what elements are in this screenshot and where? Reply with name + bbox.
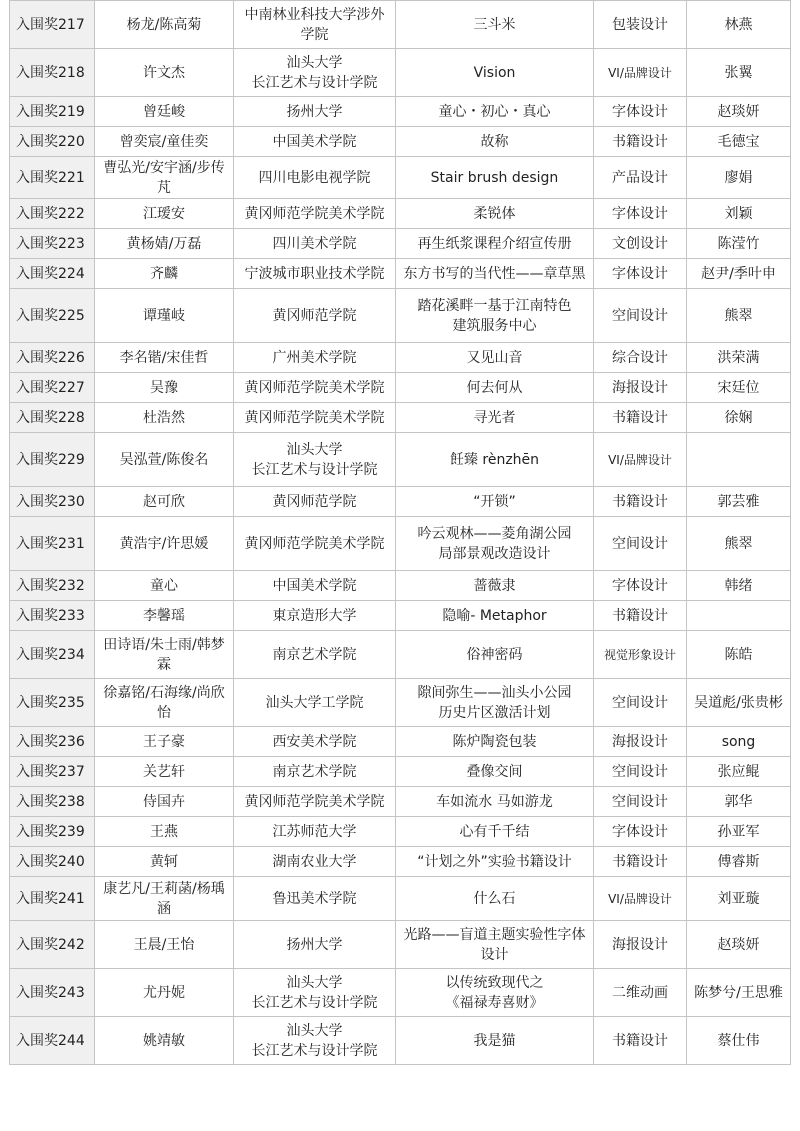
category-cell: 文创设计 xyxy=(594,229,687,259)
school-cell: 扬州大学 xyxy=(234,921,396,969)
school-cell: 黄冈师范学院 xyxy=(234,487,396,517)
school-cell: 黄冈师范学院美术学院 xyxy=(234,403,396,433)
school-cell: 汕头大学 长江艺术与设计学院 xyxy=(234,969,396,1017)
category-cell: 书籍设计 xyxy=(594,403,687,433)
work-title-cell: “计划之外”实验书籍设计 xyxy=(396,847,594,877)
authors-cell: 徐嘉铭/石海缘/尚欣 怡 xyxy=(95,679,234,727)
school-cell: 宁波城市职业技术学院 xyxy=(234,259,396,289)
category-cell: 二维动画 xyxy=(594,969,687,1017)
school-cell: 東京造形大学 xyxy=(234,601,396,631)
authors-cell: 吴泓萱/陈俊名 xyxy=(95,433,234,487)
advisor-cell: 林燕 xyxy=(687,1,791,49)
category-cell: 视觉形象设计 xyxy=(594,631,687,679)
authors-cell: 谭瑾岐 xyxy=(95,289,234,343)
category-cell: VI/品牌设计 xyxy=(594,433,687,487)
work-title-cell: 再生纸浆课程介绍宣传册 xyxy=(396,229,594,259)
school-cell: 汕头大学 长江艺术与设计学院 xyxy=(234,433,396,487)
advisor-cell xyxy=(687,433,791,487)
table-row xyxy=(10,571,791,601)
table-row xyxy=(10,601,791,631)
advisor-cell: 傅睿斯 xyxy=(687,847,791,877)
authors-cell: 王晨/王怡 xyxy=(95,921,234,969)
category-cell: VI/品牌设计 xyxy=(594,877,687,921)
work-title-cell: 柔锐体 xyxy=(396,199,594,229)
award-id-cell: 入围奖234 xyxy=(10,631,95,679)
award-id-cell: 入围奖230 xyxy=(10,487,95,517)
table-row xyxy=(10,679,791,727)
table-row xyxy=(10,127,791,157)
category-cell: 书籍设计 xyxy=(594,847,687,877)
advisor-cell: 陈梦兮/王思雅 xyxy=(687,969,791,1017)
category-cell: 字体设计 xyxy=(594,571,687,601)
work-title-cell: 何去何从 xyxy=(396,373,594,403)
award-id-cell: 入围奖220 xyxy=(10,127,95,157)
award-id-cell: 入围奖229 xyxy=(10,433,95,487)
authors-cell: 江瑷安 xyxy=(95,199,234,229)
category-cell: 海报设计 xyxy=(594,921,687,969)
authors-cell: 赵可欣 xyxy=(95,487,234,517)
award-id-cell: 入围奖238 xyxy=(10,787,95,817)
award-id-cell: 入围奖241 xyxy=(10,877,95,921)
work-title-cell: 俗神密码 xyxy=(396,631,594,679)
category-cell: 字体设计 xyxy=(594,259,687,289)
category-cell: 产品设计 xyxy=(594,157,687,199)
authors-cell: 康艺凡/王莉菡/杨瑀 涵 xyxy=(95,877,234,921)
award-id-cell: 入围奖217 xyxy=(10,1,95,49)
category-cell: 空间设计 xyxy=(594,787,687,817)
school-cell: 西安美术学院 xyxy=(234,727,396,757)
advisor-cell: 刘颖 xyxy=(687,199,791,229)
work-title-cell: 吟云观林——菱角湖公园 局部景观改造设计 xyxy=(396,517,594,571)
authors-cell: 齐麟 xyxy=(95,259,234,289)
advisor-cell: song xyxy=(687,727,791,757)
table-row xyxy=(10,847,791,877)
award-id-cell: 入围奖244 xyxy=(10,1017,95,1065)
school-cell: 黄冈师范学院美术学院 xyxy=(234,787,396,817)
award-id-cell: 入围奖236 xyxy=(10,727,95,757)
award-id-cell: 入围奖225 xyxy=(10,289,95,343)
work-title-cell: “开锁” xyxy=(396,487,594,517)
school-cell: 汕头大学 长江艺术与设计学院 xyxy=(234,49,396,97)
school-cell: 四川电影电视学院 xyxy=(234,157,396,199)
table-row xyxy=(10,1017,791,1065)
authors-cell: 王子豪 xyxy=(95,727,234,757)
work-title-cell: 三斗米 xyxy=(396,1,594,49)
award-id-cell: 入围奖219 xyxy=(10,97,95,127)
work-title-cell: 隙间弥生——汕头小公园 历史片区激活计划 xyxy=(396,679,594,727)
authors-cell: 黄轲 xyxy=(95,847,234,877)
table-row xyxy=(10,921,791,969)
advisor-cell: 廖娟 xyxy=(687,157,791,199)
authors-cell: 许文杰 xyxy=(95,49,234,97)
school-cell: 扬州大学 xyxy=(234,97,396,127)
authors-cell: 李馨瑶 xyxy=(95,601,234,631)
school-cell: 黄冈师范学院美术学院 xyxy=(234,199,396,229)
table-row xyxy=(10,97,791,127)
category-cell: VI/品牌设计 xyxy=(594,49,687,97)
advisor-cell: 陈滢竹 xyxy=(687,229,791,259)
work-title-cell: 光路——盲道主题实验性字体 设计 xyxy=(396,921,594,969)
advisor-cell: 张翼 xyxy=(687,49,791,97)
table-row xyxy=(10,373,791,403)
table-row xyxy=(10,433,791,487)
work-title-cell: 隐喻- Metaphor xyxy=(396,601,594,631)
work-title-cell: 叠像交间 xyxy=(396,757,594,787)
advisor-cell: 徐娴 xyxy=(687,403,791,433)
award-id-cell: 入围奖237 xyxy=(10,757,95,787)
award-id-cell: 入围奖226 xyxy=(10,343,95,373)
school-cell: 南京艺术学院 xyxy=(234,757,396,787)
table-row xyxy=(10,403,791,433)
work-title-cell: 东方书写的当代性——章草黑 xyxy=(396,259,594,289)
work-title-cell: 寻光者 xyxy=(396,403,594,433)
table-row xyxy=(10,517,791,571)
award-id-cell: 入围奖223 xyxy=(10,229,95,259)
work-title-cell: 蔷薇隶 xyxy=(396,571,594,601)
work-title-cell: 飪臻 rènzhēn xyxy=(396,433,594,487)
category-cell: 海报设计 xyxy=(594,727,687,757)
authors-cell: 李名锴/宋佳哲 xyxy=(95,343,234,373)
work-title-cell: 陈炉陶瓷包装 xyxy=(396,727,594,757)
award-id-cell: 入围奖227 xyxy=(10,373,95,403)
authors-cell: 关艺轩 xyxy=(95,757,234,787)
school-cell: 鲁迅美术学院 xyxy=(234,877,396,921)
advisor-cell: 吴道彪/张贵彬 xyxy=(687,679,791,727)
advisor-cell: 熊翠 xyxy=(687,289,791,343)
work-title-cell: 车如流水 马如游龙 xyxy=(396,787,594,817)
authors-cell: 杜浩然 xyxy=(95,403,234,433)
authors-cell: 田诗语/朱士雨/韩梦 霖 xyxy=(95,631,234,679)
table-row xyxy=(10,757,791,787)
award-id-cell: 入围奖231 xyxy=(10,517,95,571)
authors-cell: 王燕 xyxy=(95,817,234,847)
school-cell: 黄冈师范学院 xyxy=(234,289,396,343)
awards-table xyxy=(9,0,791,1065)
advisor-cell: 陈皓 xyxy=(687,631,791,679)
advisor-cell: 韩绪 xyxy=(687,571,791,601)
category-cell: 空间设计 xyxy=(594,289,687,343)
work-title-cell: 童心・初心・真心 xyxy=(396,97,594,127)
school-cell: 中国美术学院 xyxy=(234,571,396,601)
authors-cell: 尤丹妮 xyxy=(95,969,234,1017)
authors-cell: 童心 xyxy=(95,571,234,601)
award-id-cell: 入围奖242 xyxy=(10,921,95,969)
advisor-cell: 孙亚军 xyxy=(687,817,791,847)
table-row xyxy=(10,727,791,757)
table-row xyxy=(10,199,791,229)
category-cell: 空间设计 xyxy=(594,517,687,571)
advisor-cell: 蔡仕伟 xyxy=(687,1017,791,1065)
award-id-cell: 入围奖218 xyxy=(10,49,95,97)
table-row xyxy=(10,49,791,97)
category-cell: 空间设计 xyxy=(594,757,687,787)
work-title-cell: 又见山音 xyxy=(396,343,594,373)
table-row xyxy=(10,787,791,817)
table-row xyxy=(10,229,791,259)
advisor-cell: 毛德宝 xyxy=(687,127,791,157)
authors-cell: 曾廷峻 xyxy=(95,97,234,127)
school-cell: 广州美术学院 xyxy=(234,343,396,373)
advisor-cell: 赵琰妍 xyxy=(687,921,791,969)
award-id-cell: 入围奖233 xyxy=(10,601,95,631)
school-cell: 南京艺术学院 xyxy=(234,631,396,679)
advisor-cell: 赵尹/季叶申 xyxy=(687,259,791,289)
award-id-cell: 入围奖222 xyxy=(10,199,95,229)
advisor-cell xyxy=(687,601,791,631)
work-title-cell: Stair brush design xyxy=(396,157,594,199)
authors-cell: 吴豫 xyxy=(95,373,234,403)
school-cell: 江苏师范大学 xyxy=(234,817,396,847)
table-row xyxy=(10,817,791,847)
award-id-cell: 入围奖239 xyxy=(10,817,95,847)
school-cell: 湖南农业大学 xyxy=(234,847,396,877)
category-cell: 字体设计 xyxy=(594,199,687,229)
table-row xyxy=(10,343,791,373)
work-title-cell: 踏花溪畔一基于江南特色 建筑服务中心 xyxy=(396,289,594,343)
work-title-cell: 以传统致现代之 《福禄寿喜财》 xyxy=(396,969,594,1017)
table-row xyxy=(10,157,791,199)
advisor-cell: 郭芸雅 xyxy=(687,487,791,517)
school-cell: 中国美术学院 xyxy=(234,127,396,157)
work-title-cell: 心有千千结 xyxy=(396,817,594,847)
table-row xyxy=(10,1,791,49)
category-cell: 空间设计 xyxy=(594,679,687,727)
work-title-cell: 什么石 xyxy=(396,877,594,921)
authors-cell: 曾奕宸/童佳奕 xyxy=(95,127,234,157)
award-id-cell: 入围奖224 xyxy=(10,259,95,289)
school-cell: 汕头大学 长江艺术与设计学院 xyxy=(234,1017,396,1065)
advisor-cell: 洪荣满 xyxy=(687,343,791,373)
school-cell: 黄冈师范学院美术学院 xyxy=(234,517,396,571)
table-row xyxy=(10,877,791,921)
category-cell: 字体设计 xyxy=(594,817,687,847)
table-row xyxy=(10,289,791,343)
award-id-cell: 入围奖240 xyxy=(10,847,95,877)
advisor-cell: 张应鲲 xyxy=(687,757,791,787)
award-id-cell: 入围奖221 xyxy=(10,157,95,199)
work-title-cell: 故称 xyxy=(396,127,594,157)
category-cell: 字体设计 xyxy=(594,97,687,127)
category-cell: 书籍设计 xyxy=(594,1017,687,1065)
authors-cell: 黄浩宇/许思媛 xyxy=(95,517,234,571)
award-id-cell: 入围奖232 xyxy=(10,571,95,601)
advisor-cell: 赵琰妍 xyxy=(687,97,791,127)
advisor-cell: 郭华 xyxy=(687,787,791,817)
table-row xyxy=(10,631,791,679)
advisor-cell: 刘亚璇 xyxy=(687,877,791,921)
school-cell: 汕头大学工学院 xyxy=(234,679,396,727)
table-row xyxy=(10,487,791,517)
advisor-cell: 熊翠 xyxy=(687,517,791,571)
advisor-cell: 宋廷位 xyxy=(687,373,791,403)
table-row xyxy=(10,969,791,1017)
award-id-cell: 入围奖235 xyxy=(10,679,95,727)
authors-cell: 黄杨婧/万磊 xyxy=(95,229,234,259)
category-cell: 书籍设计 xyxy=(594,601,687,631)
category-cell: 包装设计 xyxy=(594,1,687,49)
category-cell: 书籍设计 xyxy=(594,487,687,517)
category-cell: 书籍设计 xyxy=(594,127,687,157)
awards-table-body xyxy=(10,1,791,1065)
category-cell: 综合设计 xyxy=(594,343,687,373)
award-id-cell: 入围奖228 xyxy=(10,403,95,433)
school-cell: 中南林业科技大学涉外 学院 xyxy=(234,1,396,49)
work-title-cell: Vision xyxy=(396,49,594,97)
authors-cell: 杨龙/陈高菊 xyxy=(95,1,234,49)
school-cell: 四川美术学院 xyxy=(234,229,396,259)
work-title-cell: 我是猫 xyxy=(396,1017,594,1065)
award-id-cell: 入围奖243 xyxy=(10,969,95,1017)
category-cell: 海报设计 xyxy=(594,373,687,403)
authors-cell: 侍国卉 xyxy=(95,787,234,817)
school-cell: 黄冈师范学院美术学院 xyxy=(234,373,396,403)
authors-cell: 曹弘光/安宇涵/步传 芃 xyxy=(95,157,234,199)
authors-cell: 姚靖敏 xyxy=(95,1017,234,1065)
table-row xyxy=(10,259,791,289)
